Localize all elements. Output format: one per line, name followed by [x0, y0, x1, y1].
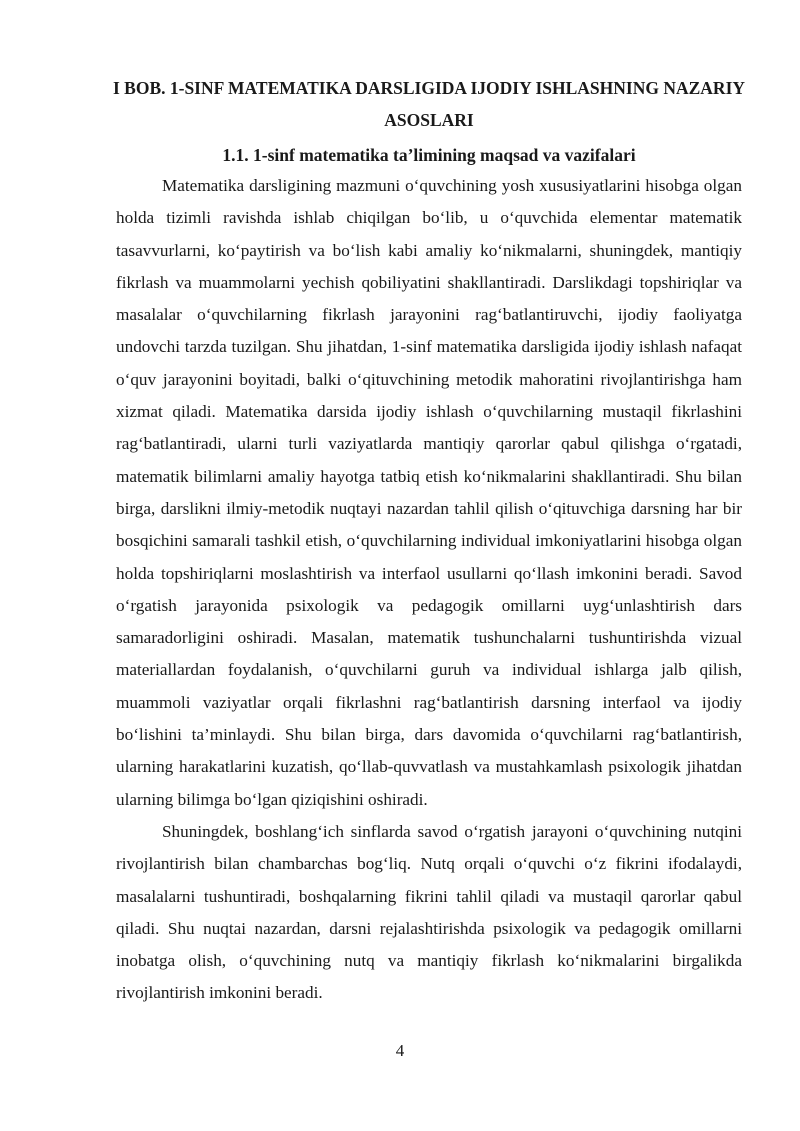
paragraph-1: Matematika darsligining mazmuni o‘quvchining yosh xususiyatlarini hisobga olgan holda tizimli ravishda ishlab chiqilgan bo‘lib, u o‘quvchida elementar matematik tasavvurlarni, ko‘paytirish va bo‘lish kabi amaliy ko‘nikmalarni, shuningdek, mantiqiy fikrlash va muammolarni yechish qobiliyatini shakllantiradi. Darslikdagi topshiriqlar va masalalar o‘quvchilarning fikrlash jarayonini rag‘batlantiruvchi, ijodiy faoliyatga undovchi tarzda tuzilgan. Shu jihatdan, 1-sinf matematika darsligida ijodiy ishlash nafaqat o‘quv jarayonini boyitadi, balki o‘qituvchining metodik mahoratini rivojlantirishga ham xizmat qiladi. Matematika darsida ijodiy ishlash o‘quvchilarning mustaqil fikrlashini rag‘batlantiradi, ularni turli vaziyatlarda mantiqiy qarorlar qabul qilishga o‘rgatadi, matematik bilimlarni amaliy hayotga tatbiq etish ko‘nikmalarini shakllantiradi. Shu bilan birga, darslikni ilmiy-metodik nuqtayi nazardan tahlil qilish o‘qituvchiga darsning har bir bosqichini samarali tashkil etish, o‘quvchilarning individual imkoniyatlarini hisobga olgan holda topshiriqlarni moslashtirish va interfaol usullarni qo‘llash imkonini beradi. Savod o‘rgatish jarayonida psixologik va pedagogik omillarni uyg‘unlashtirish dars samaradorligini oshiradi. Masalan, matematik tushunchalarni tushuntirishda vizual materiallardan foydalanish, o‘quvchilarni guruh va individual ishlarga jalb qilish, muammoli vaziyatlar orqali fikrlashni rag‘batlantirish darsning interfaol va ijodiy bo‘lishini ta’minlaydi. Shu bilan birga, dars davomida o‘quvchilarni rag‘batlantirish, ularning harakatlarini kuzatish, qo‘llab-quvvatlash va mustahkamlash psixologik jihatdan ularning bilimga bo‘lgan qiziqishini oshiradi. [116, 176, 742, 809]
page-number: 4 [395, 1041, 405, 1060]
chapter-title: I BOB. 1-SINF MATEMATIKA DARSLIGIDA IJODIY ISHLASHNING NAZARIY ASOSLARI [112, 78, 746, 130]
section-title: 1.1. 1-sinf matematika ta’limining maqsad va vazifalari [222, 145, 636, 165]
paragraph-2: Shuningdek, boshlang‘ich sinflarda savod o‘rgatish jarayoni o‘quvchining nutqini rivojlantirish bilan chambarchas bog‘liq. Nutq orqali o‘quvchi o‘z fikrini ifodalaydi, masalalarni tushuntiradi, boshqalarning fikrini tahlil qiladi va mustaqil qarorlar qabul qiladi. Shu nuqtai nazardan, darsni rejalashtirishda psixologik va pedagogik omillarni inobatga olish, o‘quvchining nutq va mantiqiy fikrlash ko‘nikmalarini birgalikda rivojlantirish imkonini beradi. [116, 821, 742, 1003]
body-text [116, 170, 742, 1010]
